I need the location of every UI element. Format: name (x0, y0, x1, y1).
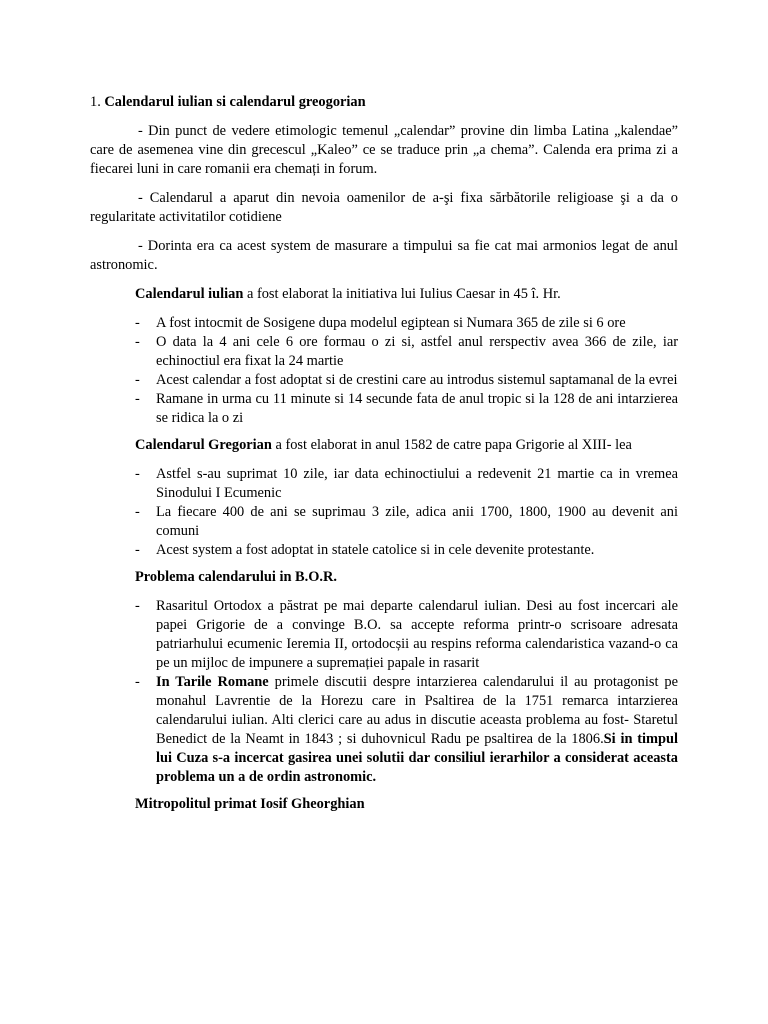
bor-title: Problema calendarului in B.O.R. (135, 569, 338, 585)
dash-bullet: - (135, 391, 140, 407)
list-item (90, 503, 678, 541)
list-item (90, 390, 678, 428)
list-item (90, 465, 678, 503)
section-heading (90, 93, 678, 112)
bor-list (90, 597, 678, 787)
list-item-text: Astfel s-au suprimat 10 zile, iar data echinoctiului a redevenit 21 martie ca in vremea Sinodului I Ecumenic (156, 466, 678, 501)
intro-paragraph-etymology: - Din punct de vedere etimologic temenul „calendar” provine din limba Latina „kalendae” care de asemenea vine din grecescul „Kaleo” ce se traduce prin „a chema”. Calenda era prima zi a fiecarei luni in care romanii era chemați in forum. (90, 123, 678, 177)
dash-bullet: - (135, 542, 140, 558)
list-item-bold-start: In Tarile Romane (156, 674, 269, 690)
section-title: Calendarul iulian si calendarul greogorian (104, 94, 366, 110)
gregorian-subheading (90, 436, 678, 455)
list-item-text: Ramane in urma cu 11 minute si 14 secunde fata de anul tropic si la 128 de ani intarzierea se ridica la o zi (156, 391, 678, 426)
julian-title: Calendarul iulian (135, 286, 244, 302)
list-item-text: Acest calendar a fost adoptat si de crestini care au introdus sistemul saptamanal de la evrei (156, 372, 678, 388)
list-item (90, 371, 678, 390)
list-item-text: primele discutii despre intarzierea calendarului il au protagonist pe monahul Lavrentie de la Horezu care in Psaltirea de la 1751 remarca intarzierea calendarului iulian. Alti clerici care au adus in discutie aceasta problema au fost- Staretul Benedict de la Neamt in 1843 ; si duhovnicul Radu pe psaltirea de la 1806. (156, 674, 678, 747)
list-item (90, 673, 678, 787)
julian-description: a fost elaborat la initiativa lui Iulius Caesar in 45 î. Hr. (243, 286, 561, 302)
intro-paragraph-origin: - Calendarul a aparut din nevoia oamenilor de a-şi fixa sărbătorile religioase şi a da o regularitate activitatilor cotidiene (90, 190, 678, 225)
section-number: 1. (90, 94, 101, 110)
julian-list (90, 314, 678, 428)
list-item (90, 597, 678, 673)
intro-paragraph-goal: - Dorinta era ca acest system de masurare a timpului sa fie cat mai armonios legat de anul astronomic. (90, 238, 678, 273)
gregorian-list (90, 465, 678, 560)
dash-bullet: - (135, 372, 140, 388)
dash-bullet: - (135, 504, 140, 520)
dash-bullet: - (135, 598, 140, 614)
final-title: Mitropolitul primat Iosif Gheorghian (135, 796, 365, 812)
dash-bullet: - (135, 466, 140, 482)
gregorian-description: a fost elaborat in anul 1582 de catre papa Grigorie al XIII- lea (271, 437, 632, 453)
list-item-text: Acest system a fost adoptat in statele catolice si in cele devenite protestante. (156, 542, 595, 558)
list-item-text: A fost intocmit de Sosigene dupa modelul egiptean si Numara 365 de zile si 6 ore (156, 315, 626, 331)
list-item-text: La fiecare 400 de ani se suprimau 3 zile, adica anii 1700, 1800, 1900 au devenit ani comuni (156, 504, 678, 539)
bor-subheading (90, 568, 678, 587)
julian-subheading (90, 285, 678, 304)
gregorian-title: Calendarul Gregorian (135, 437, 272, 453)
dash-bullet: - (135, 334, 140, 350)
list-item (90, 314, 678, 333)
dash-bullet: - (135, 315, 140, 331)
list-item-text: Rasaritul Ortodox a păstrat pe mai departe calendarul iulian. Desi au fost incercari ale papei Grigorie de a convinge B.O. sa accepte reforma printr-o scrisoare adresata patriarhului ecumenic Ieremia II, ortodocșii au respins reforma calendaristica vazand-o ca pe un mijloc de impunere a supremației papale in rasarit (156, 598, 678, 671)
list-item-bold-end: Si in timpul lui Cuza s-a incercat gasirea unei solutii dar consiliul ierarhilor a considerat aceasta problema un a de ordin astronomic. (156, 731, 679, 785)
list-item-text: O data la 4 ani cele 6 ore formau o zi si, astfel anul rerspectiv avea 366 de zile, iar echinoctiul era fixat la 24 martie (156, 334, 678, 369)
list-item (90, 333, 678, 371)
dash-bullet: - (135, 674, 140, 690)
final-subheading (90, 795, 678, 814)
list-item (90, 541, 678, 560)
